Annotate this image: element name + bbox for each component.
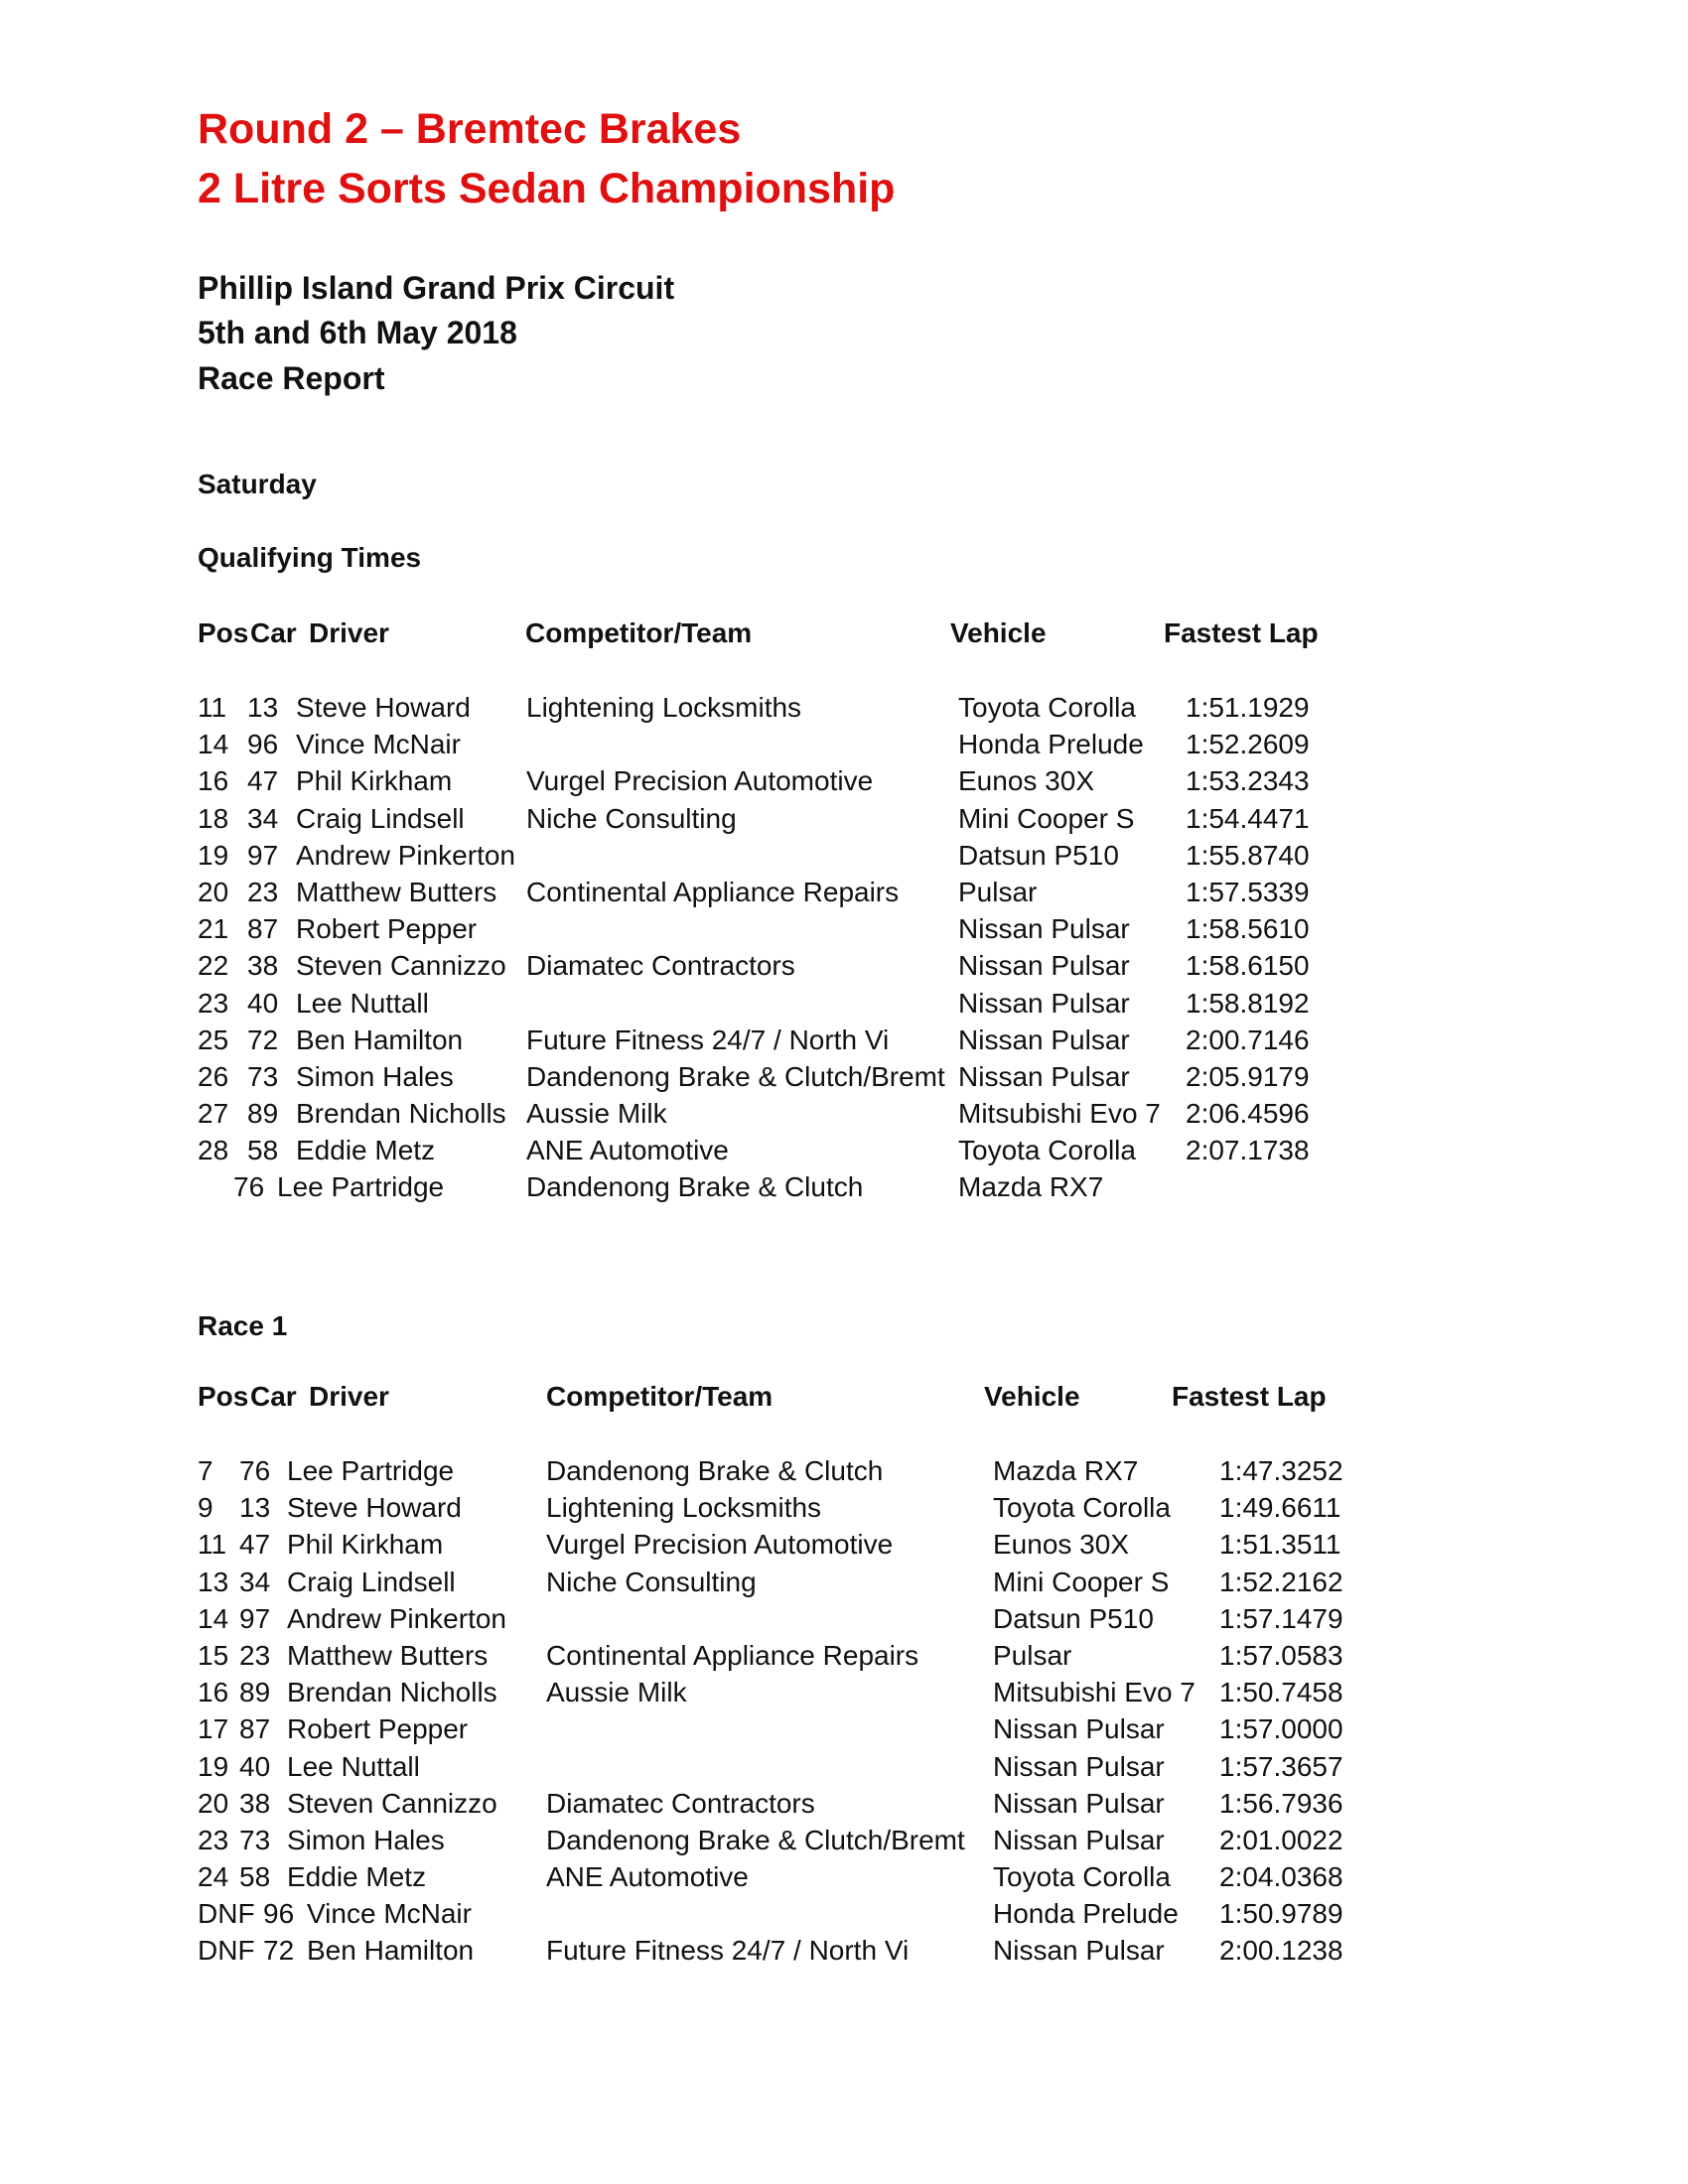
table-row bbox=[198, 1024, 1409, 1061]
cell-driver: Simon Hales bbox=[296, 1060, 454, 1092]
report-label: Race Report bbox=[198, 360, 385, 396]
cell-driver: Lee Nuttall bbox=[296, 987, 429, 1019]
qualifying-table bbox=[198, 617, 1409, 1209]
table-row bbox=[198, 1640, 1409, 1677]
cell-car-number: 76 bbox=[233, 1171, 265, 1203]
cell-pos: 20 bbox=[198, 876, 229, 907]
cell-team: Continental Appliance Repairs bbox=[526, 876, 900, 907]
cell-car-number: 58 bbox=[239, 1861, 271, 1893]
cell-fastest-lap: 1:54.4471 bbox=[1186, 802, 1310, 834]
cell-driver: Steve Howard bbox=[287, 1492, 462, 1524]
cell-driver: Eddie Metz bbox=[296, 1135, 436, 1166]
cell-pos: 24 bbox=[198, 1861, 229, 1893]
cell-driver: Brendan Nicholls bbox=[287, 1677, 497, 1708]
cell-driver: Andrew Pinkerton bbox=[287, 1602, 507, 1634]
race-1-rows bbox=[198, 1455, 1409, 1973]
cell-fastest-lap: 1:57.5339 bbox=[1186, 876, 1310, 907]
cell-pos: 27 bbox=[198, 1098, 229, 1130]
event-dates: 5th and 6th May 2018 bbox=[198, 315, 517, 350]
cell-vehicle: Pulsar bbox=[958, 876, 1038, 907]
cell-team: Lightening Locksmiths bbox=[526, 692, 802, 723]
cell-car-number: 40 bbox=[247, 987, 279, 1019]
cell-pos: 15 bbox=[198, 1639, 229, 1671]
cell-fastest-lap: 1:51.1929 bbox=[1186, 692, 1310, 723]
cell-fastest-lap: 1:57.1479 bbox=[1219, 1602, 1343, 1634]
cell-car-number: 96 bbox=[247, 729, 279, 760]
cell-driver: Lee Partridge bbox=[287, 1455, 455, 1486]
cell-car-number: 47 bbox=[247, 765, 279, 797]
cell-pos: 9 bbox=[198, 1492, 213, 1524]
cell-vehicle: Nissan Pulsar bbox=[958, 913, 1130, 945]
table-row bbox=[198, 803, 1409, 840]
cell-vehicle: Honda Prelude bbox=[958, 729, 1144, 760]
cell-vehicle: Nissan Pulsar bbox=[958, 950, 1130, 982]
table-row bbox=[198, 877, 1409, 913]
col-header-fastest-lap: Fastest Lap bbox=[1172, 1381, 1327, 1412]
cell-driver: Steve Howard bbox=[296, 692, 471, 723]
race-1-table bbox=[198, 1381, 1409, 1973]
cell-car-number: 72 bbox=[263, 1935, 295, 1967]
cell-driver: Vince McNair bbox=[307, 1898, 472, 1930]
col-header-vehicle: Vehicle bbox=[950, 617, 1047, 648]
race-1-header-row bbox=[198, 1381, 1409, 1421]
col-header-team: Competitor/Team bbox=[525, 617, 753, 648]
cell-driver: Ben Hamilton bbox=[296, 1024, 464, 1055]
cell-vehicle: Nissan Pulsar bbox=[958, 1024, 1130, 1055]
table-row bbox=[198, 913, 1409, 950]
cell-fastest-lap: 2:04.0368 bbox=[1219, 1861, 1343, 1893]
cell-vehicle: Nissan Pulsar bbox=[958, 987, 1130, 1019]
cell-car-number: 13 bbox=[239, 1492, 271, 1524]
cell-driver: Robert Pepper bbox=[296, 913, 478, 945]
cell-vehicle: Nissan Pulsar bbox=[993, 1713, 1165, 1745]
cell-car-number: 72 bbox=[247, 1024, 279, 1055]
cell-fastest-lap: 1:53.2343 bbox=[1186, 765, 1310, 797]
cell-pos: 7 bbox=[198, 1455, 213, 1486]
col-header-pos: Pos bbox=[198, 1381, 249, 1412]
cell-vehicle: Mitsubishi Evo 7 bbox=[958, 1098, 1161, 1130]
cell-driver: Lee Nuttall bbox=[287, 1750, 420, 1782]
cell-car-number: 97 bbox=[239, 1602, 271, 1634]
cell-team: Lightening Locksmiths bbox=[546, 1492, 822, 1524]
cell-team: Future Fitness 24/7 / North Vi bbox=[526, 1024, 890, 1055]
cell-team: Niche Consulting bbox=[546, 1566, 757, 1597]
cell-vehicle: Mitsubishi Evo 7 bbox=[993, 1677, 1196, 1708]
cell-pos: 16 bbox=[198, 1677, 229, 1708]
col-header-team: Competitor/Team bbox=[546, 1381, 774, 1412]
col-header-car: Car bbox=[250, 1381, 297, 1412]
cell-driver: Matthew Butters bbox=[296, 876, 497, 907]
cell-vehicle: Eunos 30X bbox=[993, 1529, 1129, 1561]
cell-vehicle: Mini Cooper S bbox=[993, 1566, 1170, 1597]
cell-driver: Matthew Butters bbox=[287, 1639, 489, 1671]
col-header-fastest-lap: Fastest Lap bbox=[1164, 617, 1319, 648]
cell-team: Aussie Milk bbox=[526, 1098, 667, 1130]
cell-driver: Andrew Pinkerton bbox=[296, 839, 516, 871]
table-row bbox=[198, 1135, 1409, 1171]
cell-pos: DNF bbox=[198, 1935, 255, 1967]
cell-pos: 13 bbox=[198, 1566, 229, 1597]
cell-driver: Craig Lindsell bbox=[296, 802, 465, 834]
cell-car-number: 47 bbox=[239, 1529, 271, 1561]
cell-pos: 23 bbox=[198, 987, 229, 1019]
cell-car-number: 40 bbox=[239, 1750, 271, 1782]
table-row bbox=[198, 1455, 1409, 1492]
table-row bbox=[198, 1492, 1409, 1529]
table-row bbox=[198, 1567, 1409, 1603]
cell-team: Vurgel Precision Automotive bbox=[546, 1529, 894, 1561]
cell-car-number: 96 bbox=[263, 1898, 295, 1930]
cell-vehicle: Toyota Corolla bbox=[958, 1135, 1136, 1166]
cell-car-number: 87 bbox=[239, 1713, 271, 1745]
cell-fastest-lap: 1:47.3252 bbox=[1219, 1455, 1343, 1486]
table-row bbox=[198, 950, 1409, 987]
table-row bbox=[198, 1713, 1409, 1750]
qualifying-header-row bbox=[198, 617, 1409, 657]
cell-fastest-lap: 1:50.9789 bbox=[1219, 1898, 1343, 1930]
cell-car-number: 73 bbox=[239, 1824, 271, 1855]
col-header-pos: Pos bbox=[198, 617, 249, 648]
cell-vehicle: Toyota Corolla bbox=[993, 1861, 1171, 1893]
cell-driver: Phil Kirkham bbox=[296, 765, 453, 797]
cell-fastest-lap: 2:01.0022 bbox=[1219, 1824, 1343, 1855]
cell-car-number: 34 bbox=[239, 1566, 271, 1597]
cell-vehicle: Nissan Pulsar bbox=[993, 1787, 1165, 1819]
cell-pos: 22 bbox=[198, 950, 229, 982]
cell-team: Diamatec Contractors bbox=[526, 950, 795, 982]
cell-car-number: 34 bbox=[247, 802, 279, 834]
table-row bbox=[198, 1061, 1409, 1098]
table-row bbox=[198, 1898, 1409, 1935]
cell-pos: DNF bbox=[198, 1898, 255, 1930]
cell-team: Vurgel Precision Automotive bbox=[526, 765, 874, 797]
cell-driver: Ben Hamilton bbox=[307, 1935, 475, 1967]
cell-driver: Simon Hales bbox=[287, 1824, 445, 1855]
table-row bbox=[198, 1603, 1409, 1640]
cell-car-number: 76 bbox=[239, 1455, 271, 1486]
cell-pos: 14 bbox=[198, 729, 229, 760]
cell-car-number: 38 bbox=[247, 950, 279, 982]
cell-pos: 16 bbox=[198, 765, 229, 797]
cell-team: Dandenong Brake & Clutch/Bremt bbox=[526, 1060, 945, 1092]
report-title-line-1: Round 2 – Bremtec Brakes bbox=[198, 105, 742, 153]
table-row bbox=[198, 729, 1409, 765]
cell-team: Niche Consulting bbox=[526, 802, 737, 834]
cell-pos: 23 bbox=[198, 1824, 229, 1855]
cell-vehicle: Nissan Pulsar bbox=[958, 1060, 1130, 1092]
cell-vehicle: Nissan Pulsar bbox=[993, 1824, 1165, 1855]
table-row bbox=[198, 988, 1409, 1024]
report-title-line-2: 2 Litre Sorts Sedan Championship bbox=[198, 165, 896, 212]
table-row bbox=[198, 1677, 1409, 1713]
cell-car-number: 38 bbox=[239, 1787, 271, 1819]
cell-vehicle: Toyota Corolla bbox=[993, 1492, 1171, 1524]
cell-vehicle: Datsun P510 bbox=[958, 839, 1119, 871]
cell-pos: 19 bbox=[198, 839, 229, 871]
col-header-vehicle: Vehicle bbox=[984, 1381, 1080, 1412]
cell-fastest-lap: 1:52.2609 bbox=[1186, 729, 1310, 760]
cell-fastest-lap: 1:57.0000 bbox=[1219, 1713, 1343, 1745]
cell-team: ANE Automotive bbox=[526, 1135, 729, 1166]
cell-pos: 11 bbox=[198, 1529, 227, 1561]
cell-fastest-lap: 1:58.8192 bbox=[1186, 987, 1310, 1019]
cell-car-number: 97 bbox=[247, 839, 279, 871]
cell-fastest-lap: 2:00.7146 bbox=[1186, 1024, 1310, 1055]
cell-vehicle: Mini Cooper S bbox=[958, 802, 1135, 834]
cell-team: ANE Automotive bbox=[546, 1861, 749, 1893]
cell-pos: 11 bbox=[198, 692, 227, 723]
cell-driver: Craig Lindsell bbox=[287, 1566, 456, 1597]
table-row bbox=[198, 1171, 1409, 1208]
cell-fastest-lap: 1:55.8740 bbox=[1186, 839, 1310, 871]
cell-team: Dandenong Brake & Clutch bbox=[546, 1455, 884, 1486]
cell-fastest-lap: 2:00.1238 bbox=[1219, 1935, 1343, 1967]
cell-pos: 20 bbox=[198, 1787, 229, 1819]
cell-driver: Lee Partridge bbox=[277, 1171, 445, 1203]
col-header-driver: Driver bbox=[309, 617, 389, 648]
table-row bbox=[198, 1751, 1409, 1788]
cell-team: Continental Appliance Repairs bbox=[546, 1639, 919, 1671]
table-row bbox=[198, 1098, 1409, 1135]
col-header-driver: Driver bbox=[309, 1381, 389, 1412]
cell-car-number: 87 bbox=[247, 913, 279, 945]
cell-vehicle: Toyota Corolla bbox=[958, 692, 1136, 723]
cell-driver: Robert Pepper bbox=[287, 1713, 469, 1745]
cell-fastest-lap: 1:58.5610 bbox=[1186, 913, 1310, 945]
cell-fastest-lap: 1:52.2162 bbox=[1219, 1566, 1343, 1597]
cell-fastest-lap: 1:57.0583 bbox=[1219, 1639, 1343, 1671]
cell-pos: 18 bbox=[198, 802, 229, 834]
qualifying-heading: Qualifying Times bbox=[198, 542, 422, 573]
cell-fastest-lap: 1:51.3511 bbox=[1219, 1529, 1341, 1561]
cell-team: Future Fitness 24/7 / North Vi bbox=[546, 1935, 910, 1967]
cell-fastest-lap: 1:49.6611 bbox=[1219, 1492, 1341, 1524]
cell-car-number: 13 bbox=[247, 692, 279, 723]
cell-vehicle: Datsun P510 bbox=[993, 1602, 1154, 1634]
cell-vehicle: Mazda RX7 bbox=[993, 1455, 1139, 1486]
cell-pos: 14 bbox=[198, 1602, 229, 1634]
col-header-car: Car bbox=[250, 617, 297, 648]
cell-driver: Vince McNair bbox=[296, 729, 461, 760]
race-1-heading: Race 1 bbox=[198, 1310, 288, 1341]
cell-car-number: 73 bbox=[247, 1060, 279, 1092]
cell-vehicle: Nissan Pulsar bbox=[993, 1750, 1165, 1782]
day-heading-saturday: Saturday bbox=[198, 469, 317, 499]
table-row bbox=[198, 1935, 1409, 1972]
table-row bbox=[198, 840, 1409, 877]
cell-fastest-lap: 1:50.7458 bbox=[1219, 1677, 1343, 1708]
cell-vehicle: Pulsar bbox=[993, 1639, 1072, 1671]
table-row bbox=[198, 692, 1409, 729]
cell-fastest-lap: 1:56.7936 bbox=[1219, 1787, 1343, 1819]
cell-pos: 25 bbox=[198, 1024, 229, 1055]
cell-driver: Brendan Nicholls bbox=[296, 1098, 506, 1130]
cell-pos: 17 bbox=[198, 1713, 229, 1745]
cell-fastest-lap: 2:07.1738 bbox=[1186, 1135, 1310, 1166]
cell-driver: Steven Cannizzo bbox=[287, 1787, 497, 1819]
cell-car-number: 23 bbox=[239, 1639, 271, 1671]
cell-driver: Eddie Metz bbox=[287, 1861, 427, 1893]
table-row bbox=[198, 1861, 1409, 1898]
cell-fastest-lap: 2:05.9179 bbox=[1186, 1060, 1310, 1092]
cell-car-number: 89 bbox=[247, 1098, 279, 1130]
table-row bbox=[198, 1788, 1409, 1825]
cell-car-number: 23 bbox=[247, 876, 279, 907]
cell-car-number: 58 bbox=[247, 1135, 279, 1166]
cell-pos: 21 bbox=[198, 913, 229, 945]
cell-pos: 28 bbox=[198, 1135, 229, 1166]
cell-team: Dandenong Brake & Clutch/Bremt bbox=[546, 1824, 965, 1855]
cell-fastest-lap: 1:58.6150 bbox=[1186, 950, 1310, 982]
cell-driver: Phil Kirkham bbox=[287, 1529, 444, 1561]
venue-name: Phillip Island Grand Prix Circuit bbox=[198, 270, 675, 306]
cell-pos: 19 bbox=[198, 1750, 229, 1782]
table-row bbox=[198, 1825, 1409, 1861]
cell-driver: Steven Cannizzo bbox=[296, 950, 506, 982]
cell-vehicle: Mazda RX7 bbox=[958, 1171, 1104, 1203]
cell-team: Diamatec Contractors bbox=[546, 1787, 815, 1819]
cell-fastest-lap: 1:57.3657 bbox=[1219, 1750, 1343, 1782]
qualifying-rows bbox=[198, 692, 1409, 1209]
cell-team: Aussie Milk bbox=[546, 1677, 687, 1708]
cell-vehicle: Eunos 30X bbox=[958, 765, 1094, 797]
cell-fastest-lap: 2:06.4596 bbox=[1186, 1098, 1310, 1130]
table-row bbox=[198, 1529, 1409, 1566]
cell-vehicle: Honda Prelude bbox=[993, 1898, 1179, 1930]
cell-car-number: 89 bbox=[239, 1677, 271, 1708]
cell-pos: 26 bbox=[198, 1060, 229, 1092]
cell-team: Dandenong Brake & Clutch bbox=[526, 1171, 864, 1203]
cell-vehicle: Nissan Pulsar bbox=[993, 1935, 1165, 1967]
table-row bbox=[198, 765, 1409, 802]
